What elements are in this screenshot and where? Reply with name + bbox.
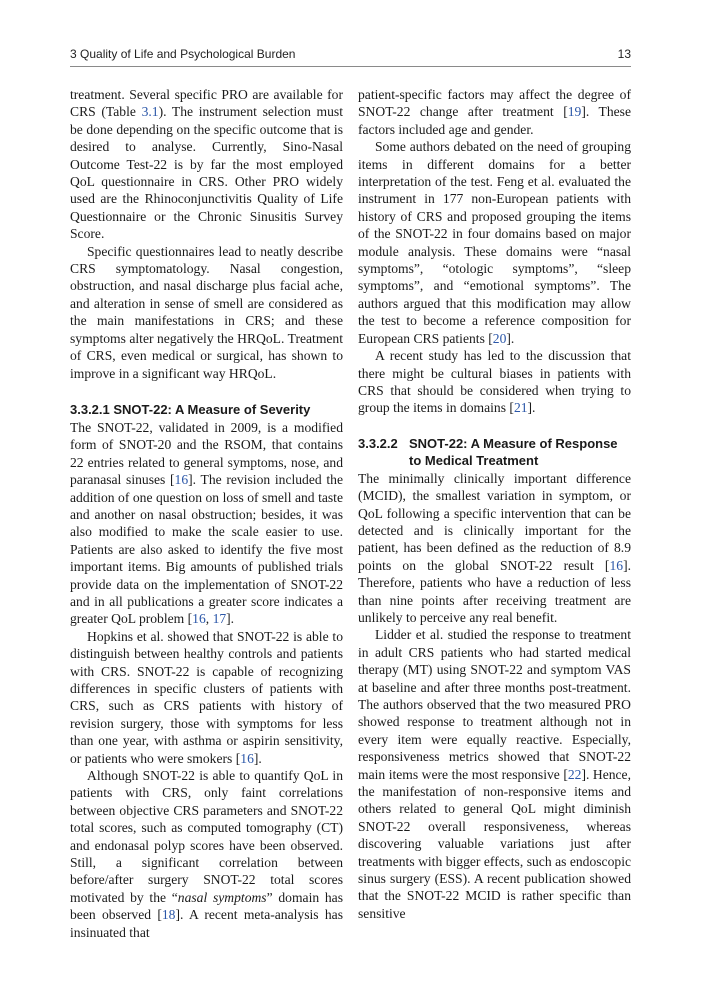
section-heading xyxy=(358,435,631,469)
citation-link[interactable]: 16 xyxy=(192,611,206,627)
right-column xyxy=(358,86,631,922)
paragraph: Although SNOT-22 is able to quantify QoL in patients with CRS, only faint correlations between objective CRS parameters and SNOT-22 total scores, such as computed tomography (CT) and endonasal polyp scores have been observed. Still, a significant correlation between before/after surgery SNOT-22 total scores motivated by the “nasal symptoms” domain has been observed [18]. A recent meta-analysis has insinuated that xyxy=(70,768,343,940)
paragraph: Some authors debated on the need of grouping items in different domains for a better interpretation of the test. Feng et al. evaluated the instrument in 177 non-European patients with history of CRS and proposed grouping the items of the SNOT-22 in four domains based on major module analysis. These domains were “nasal symptoms”, “otologic symptoms”, “sleep symptoms”, and “emotional symptoms”. The authors argued that this modification may allow the test to become a reference composition for European CRS patients [20]. xyxy=(358,139,631,346)
chapter-title: 3 Quality of Life and Psychological Burden xyxy=(70,47,296,61)
paragraph: The SNOT-22, validated in 2009, is a modified form of SNOT-20 and the RSOM, that contains 22 entries related to general symptoms, nose, and paranasal sinuses [16]. The revision included the addition of one question on loss of smell and taste and another on nasal obstruction; besides, it was also modified to make the scale easier to use. Patients are also asked to identify the five most important items. Big amounts of published trials provide data on the implementation of SNOT-22 and in all publications a greater score indicates a greater QoL problem [16, 17]. xyxy=(70,419,343,627)
citation-link[interactable]: 18 xyxy=(161,907,176,923)
section-number: 3.3.2.2 xyxy=(358,435,398,451)
italic-term: nasal symptoms xyxy=(177,889,267,905)
page-number: 13 xyxy=(617,47,631,61)
paragraph: patient-specific factors may affect the degree of SNOT-22 change after treatment [19]. These factors included age and gender. xyxy=(358,87,631,137)
table-reference[interactable]: 3.1 xyxy=(141,104,159,120)
paragraph: Specific questionnaires lead to neatly describe CRS symptomatology. Nasal congestion, obstruction, and nasal discharge plus facial ache, and alteration in sense of smell are considered as the main manifestations in CRS; and these symptoms alter negatively the HRQoL. Treatment of CRS, even medical or surgical, has shown to improve in a significant way HRQoL. xyxy=(70,243,343,381)
citation-link[interactable]: 22 xyxy=(567,766,582,782)
paragraph: A recent study has led to the discussion that there might be cultural biases in patients with CRS that should be considered when trying to group the items in domains [21]. xyxy=(358,348,631,416)
section-title: SNOT-22: A Measure of Response to Medical Treatment xyxy=(409,435,618,468)
left-column xyxy=(70,86,343,941)
citation-link[interactable]: 17 xyxy=(212,611,227,627)
citation-link[interactable]: 16 xyxy=(240,750,254,766)
citation-link[interactable]: 21 xyxy=(513,400,528,416)
citation-link[interactable]: 16 xyxy=(174,472,189,488)
citation-link[interactable]: 19 xyxy=(567,104,582,120)
paragraph: treatment. Several specific PRO are available for CRS (Table 3.1). The instrument selection must be done depending on the specific outcome that is desired to analyse. Currently, Sino-Nasal Outcome Test-22 is by far the most employed QoL questionnaire in CRS. Other PRO widely used are the Rhinoconjunctivitis Quality of Life Questionnaire or the Chronic Sinusitis Survey Score. xyxy=(70,87,343,242)
citation-link[interactable]: 20 xyxy=(492,330,507,346)
paragraph: The minimally clinically important difference (MCID), the smallest variation in symptom, or QoL following a specific intervention that can be detected and is clinically important for the patient, has been defined as the reduction of 8.9 points on the global SNOT-22 result [16]. Therefore, patients who have a reduction of less than nine points after receiving treatment are unlikely to perceive any real benefit. xyxy=(358,470,631,625)
citation-link[interactable]: 16 xyxy=(609,557,624,573)
paragraph: Lidder et al. studied the response to treatment in adult CRS patients who had started medical therapy (MT) using SNOT-22 and symptom VAS at baseline and after three months post-treatment. The authors observed that the two measured PRO showed response to treatment although not in every item were equally reactive. Especially, responsiveness metrics showed that SNOT-22 main items were the most responsive [22]. Hence, the manifestation of non-responsive items and others related to general QoL might diminish SNOT-22 overall responsiveness, whereas discovering valuable variations just after treatments with bigger effects, such as endoscopic sinus surgery (ESS). A recent publication showed that the SNOT-22 MCID is rather specific than sensitive xyxy=(358,627,631,921)
header-rule xyxy=(70,66,631,67)
section-heading: 3.3.2.1 SNOT-22: A Measure of Severity xyxy=(70,401,311,417)
running-header xyxy=(70,47,631,67)
paragraph: Hopkins et al. showed that SNOT-22 is able to distinguish between healthy controls and patients with CRS. SNOT-22 is capable of recognizing differences in specific clusters of patients with CRS, such as CRS patients with history of revision surgery, those with symptoms for less than one year, with asthma or aspirin sensitivity, or patients who were smokers [16]. xyxy=(70,628,343,766)
